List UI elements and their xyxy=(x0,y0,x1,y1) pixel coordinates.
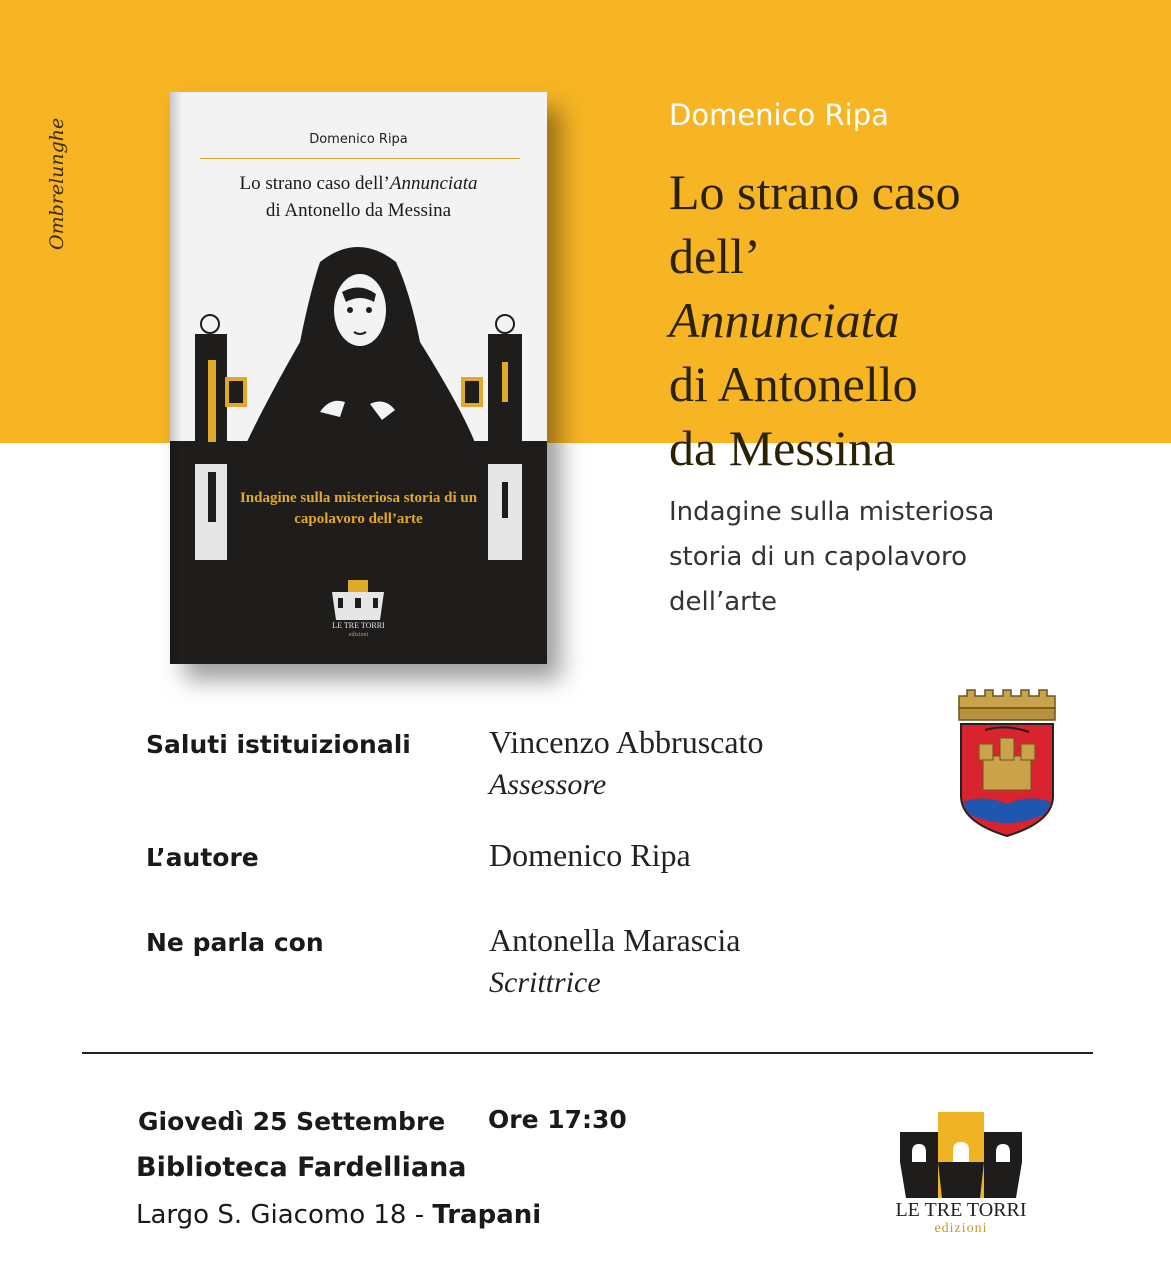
program-role: Scrittrice xyxy=(489,966,601,999)
subtitle xyxy=(669,490,1089,625)
left-reflection-mark xyxy=(208,472,216,522)
main-title xyxy=(669,160,1149,480)
author-heading: Domenico Ripa xyxy=(669,98,889,132)
event-venue: Biblioteca Fardelliana xyxy=(136,1152,467,1183)
eye-right xyxy=(366,307,372,313)
right-frame-inner xyxy=(465,381,479,403)
right-cleric-belt xyxy=(502,362,508,402)
program-name: Antonella Marascia xyxy=(489,922,741,958)
main-title-line1: Lo strano caso xyxy=(669,164,961,220)
right-cleric-head xyxy=(496,315,514,333)
program-name: Domenico Ripa xyxy=(489,837,691,873)
right-reflection-mark xyxy=(502,482,508,518)
program-label: L’autore xyxy=(146,843,259,872)
program-label: Saluti istituizionali xyxy=(146,730,411,759)
program-role: Assessore xyxy=(489,768,607,801)
main-title-line2-italic: Annunciata xyxy=(669,292,900,348)
event-time: Ore 17:30 xyxy=(488,1105,627,1134)
book-cover-title-line2: di Antonello da Messina xyxy=(265,200,452,221)
book-cover-logo-icon xyxy=(330,580,386,622)
event-city: Trapani xyxy=(432,1200,542,1230)
eye-left xyxy=(347,307,353,313)
event-street: Largo S. Giacomo 18 - xyxy=(136,1200,433,1230)
city-crest-icon xyxy=(955,686,1059,838)
program-label: Ne parla con xyxy=(146,928,324,957)
publisher-name: LE TRE TORRI xyxy=(895,1199,1027,1221)
book-cover-publisher: LE TRE TORRI xyxy=(332,621,385,630)
event-date: Giovedì 25 Settembre xyxy=(138,1107,446,1136)
program-name: Vincenzo Abbruscato xyxy=(489,724,764,760)
book-cover xyxy=(170,92,547,664)
book-cover-author: Domenico Ripa xyxy=(309,132,408,147)
series-name: Ombrelunghe xyxy=(46,117,68,250)
subtitle-line1: Indagine sulla misteriosa xyxy=(669,497,995,527)
book-cover-title xyxy=(170,170,547,224)
subtitle-line3: dell’arte xyxy=(669,587,778,617)
book-cover-rule xyxy=(200,158,520,159)
book-cover-title-prefix: Lo strano caso dell’ xyxy=(239,173,390,194)
face-shape xyxy=(334,274,386,346)
book-cover-title-italic: Annunciata xyxy=(389,173,478,194)
book-cover-publisher-sub: edizioni xyxy=(348,632,369,638)
main-title-line2-prefix: dell’ xyxy=(669,228,761,284)
main-title-line3: di Antonello xyxy=(669,356,918,412)
left-cleric-head xyxy=(201,315,219,333)
subtitle-line2: storia di un capolavoro xyxy=(669,542,968,572)
main-title-line2 xyxy=(669,224,1149,352)
left-cleric-sash xyxy=(208,360,216,442)
book-cover-subtitle: Indagine sulla misteriosa storia di un capolavoro dell’arte xyxy=(239,490,478,527)
divider-line xyxy=(82,1052,1093,1054)
main-title-line4: da Messina xyxy=(669,420,896,476)
left-frame-inner xyxy=(229,381,243,403)
event-address xyxy=(136,1200,541,1230)
publisher-sub: edizioni xyxy=(934,1221,988,1236)
tre-torri-logo-icon xyxy=(898,1112,1024,1198)
